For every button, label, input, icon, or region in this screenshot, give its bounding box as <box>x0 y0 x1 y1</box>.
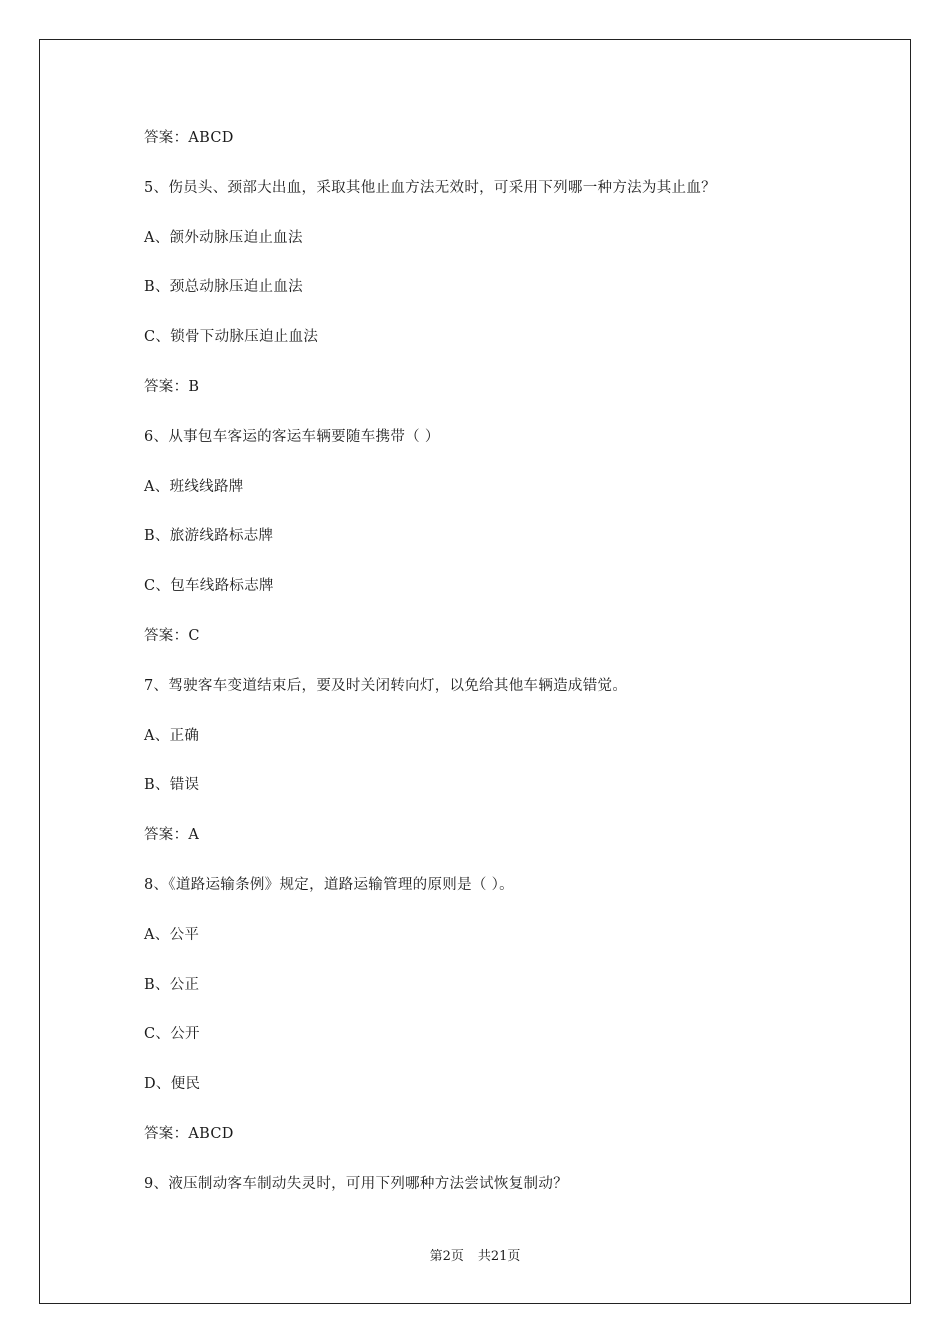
answer-q4: 答案：ABCD <box>144 130 234 146</box>
answer-q7: 答案：A <box>144 827 200 844</box>
option-5c: C、锁骨下动脉压迫止血法 <box>144 329 319 346</box>
option-8a: A、公平 <box>144 926 200 943</box>
page-number: 第2页 <box>429 1249 464 1264</box>
answer-q6: 答案：C <box>144 627 200 644</box>
option-7a: A、正确 <box>144 727 200 744</box>
option-6b: B、旅游线路标志牌 <box>144 528 274 545</box>
page-total: 共21页 <box>477 1249 521 1264</box>
option-6a: A、班线线路牌 <box>144 478 244 495</box>
document-body <box>144 126 884 1196</box>
question-6: 6、从事包车客运的客运车辆要随车携带（ ） <box>144 428 440 445</box>
option-5a: A、颌外动脉压迫止血法 <box>144 229 303 246</box>
option-8b: B、公正 <box>144 976 200 993</box>
answer-q5: 答案：B <box>144 378 200 395</box>
option-8d: D、便民 <box>144 1076 201 1093</box>
question-8: 8、《道路运输条例》规定，道路运输管理的原则是（ ）。 <box>144 876 514 893</box>
option-7b: B、错误 <box>144 777 200 794</box>
option-8c: C、公开 <box>144 1026 200 1043</box>
page-footer <box>0 1247 950 1267</box>
option-5b: B、颈总动脉压迫止血法 <box>144 279 303 296</box>
question-5: 5、伤员头、颈部大出血，采取其他止血方法无效时，可采用下列哪一种方法为其止血？ <box>144 179 716 196</box>
question-9: 9、液压制动客车制动失灵时，可用下列哪种方法尝试恢复制动？ <box>144 1175 568 1192</box>
option-6c: C、包车线路标志牌 <box>144 578 274 595</box>
answer-q8: 答案：ABCD <box>144 1125 234 1142</box>
question-7: 7、驾驶客车变道结束后，要及时关闭转向灯，以免给其他车辆造成错觉。 <box>144 677 628 694</box>
